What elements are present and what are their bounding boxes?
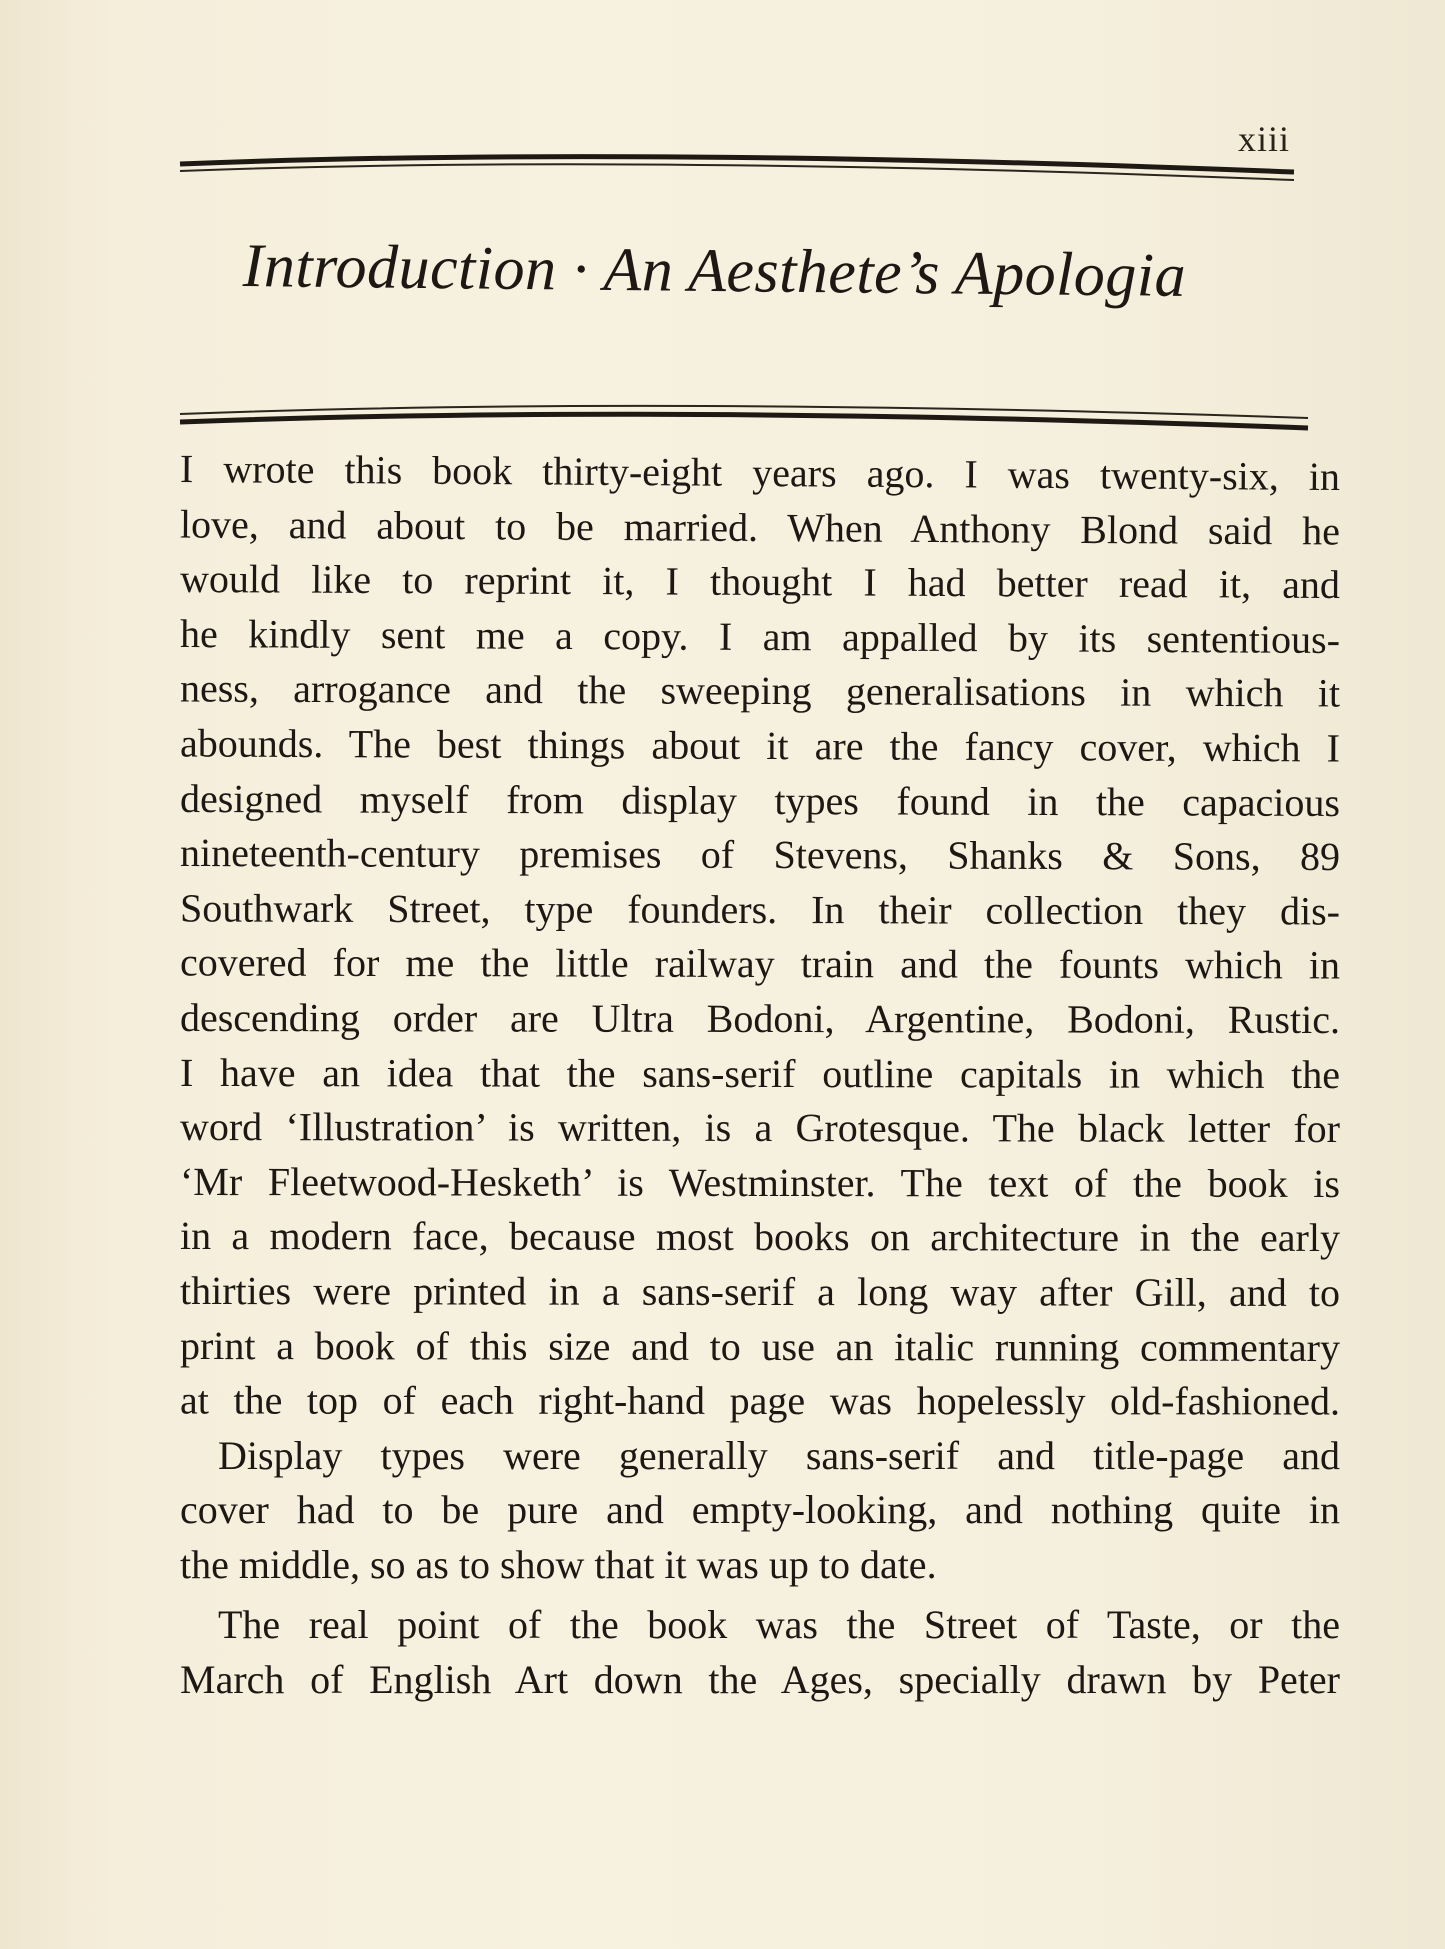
text-line: I have an idea that the sans-serif outline capitals in which the (179, 1049, 1341, 1097)
text-line: cover had to be pure and empty-looking, and nothing quite in (180, 1487, 1340, 1533)
text-line: he kindly sent me a copy. I am appalled by its sententious- (179, 610, 1341, 662)
text-line: the middle, so as to show that it was up to date. (180, 1541, 937, 1587)
text-line: would like to reprint it, I thought I had better read it, and (179, 556, 1341, 608)
text-line: designed myself from display types found in the capacious (179, 775, 1341, 825)
text-line: abounds. The best things about it are the fancy cover, which I (179, 720, 1341, 771)
text-line: covered for me the little railway train and the founts which in (179, 939, 1341, 988)
chapter-heading: Introduction · An Aesthete’s Apologia (242, 232, 1187, 310)
text-line: I wrote this book thirty-eight years ago. I was twenty-six, in (179, 445, 1341, 500)
text-line: Display types were generally sans-serif and title-page and (218, 1432, 1340, 1478)
text-line: print a book of this size and to use an italic running commentary (179, 1322, 1341, 1370)
text-line: love, and about to be married. When Anthony Blond said he (179, 501, 1341, 554)
text-line: nineteenth-century premises of Stevens, Shanks & Sons, 89 (179, 830, 1341, 880)
text-line: thirties were printed in a sans-serif a long way after Gill, and to (179, 1267, 1341, 1315)
bottom-double-rule (178, 398, 1310, 448)
text-line: ‘Mr Fleetwood-Hesketh’ is Westminster. The text of the book is (179, 1158, 1341, 1206)
text-line: ness, arrogance and the sweeping generalisations in which it (179, 665, 1341, 716)
text-line: Southwark Street, type founders. In their collection they dis- (179, 885, 1341, 934)
text-line: The real point of the book was the Street of Taste, or the (218, 1602, 1340, 1648)
page-number: xiii (1238, 119, 1291, 159)
text-line: in a modern face, because most books on architecture in the early (179, 1213, 1341, 1261)
text-line: descending order are Ultra Bodoni, Argentine, Bodoni, Rustic. (179, 994, 1341, 1042)
top-double-rule (178, 150, 1296, 200)
body-text (180, 446, 1340, 1708)
text-line: at the top of each right-hand page was hopelessly old-fashioned. (179, 1377, 1341, 1424)
text-line: word ‘Illustration’ is written, is a Grotesque. The black letter for (179, 1104, 1341, 1152)
text-line: March of English Art down the Ages, specially drawn by Peter (180, 1657, 1340, 1703)
